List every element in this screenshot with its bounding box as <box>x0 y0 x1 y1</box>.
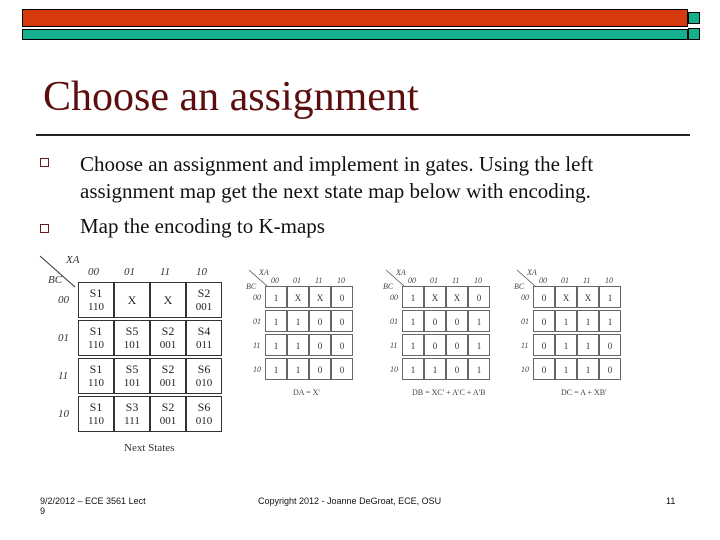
kmap-cell: 0 <box>533 334 555 356</box>
kmap-cell <box>78 282 114 318</box>
state-label: S1 <box>89 362 103 376</box>
row-header: 11 <box>253 341 261 350</box>
kmap-cell: 0 <box>599 334 621 356</box>
kmap-equation: DC = A + XB' <box>561 388 607 397</box>
col-header: 10 <box>196 266 207 278</box>
kmap-cell <box>186 320 222 356</box>
row-header: 00 <box>58 294 69 306</box>
title-divider <box>36 134 690 136</box>
footer-copyright: Copyright 2012 - Joanne DeGroat, ECE, OSU <box>258 496 442 506</box>
kmap-equation: DA = X' <box>293 388 320 397</box>
kmap-cell: 0 <box>424 310 446 332</box>
kmap-cell: 1 <box>577 334 599 356</box>
state-encoding: 110 <box>87 377 105 389</box>
col-header: 10 <box>474 276 482 285</box>
kmap-cell: 1 <box>599 310 621 332</box>
state-encoding: 001 <box>195 301 213 313</box>
kmap-cell: 1 <box>555 358 577 380</box>
col-header: 00 <box>88 266 99 278</box>
kmap-cell: 1 <box>468 358 490 380</box>
kmap-cell: 1 <box>265 286 287 308</box>
kmap-cell: X <box>424 286 446 308</box>
col-header: 01 <box>124 266 135 278</box>
col-header: 11 <box>315 276 323 285</box>
next-state-caption: Next States <box>124 442 175 454</box>
row-variable-label: BC <box>383 282 394 291</box>
kmap-cell <box>114 282 150 318</box>
kmap-cell: 1 <box>265 334 287 356</box>
kmap-cell <box>186 282 222 318</box>
kmap-cell: 1 <box>468 334 490 356</box>
next-state-map <box>30 252 230 457</box>
col-header: 11 <box>160 266 171 278</box>
kmap-cell: 0 <box>468 286 490 308</box>
bullet-marker <box>40 224 49 233</box>
kmap-cell: 1 <box>287 334 309 356</box>
kmap-cell: 1 <box>402 334 424 356</box>
row-header: 01 <box>58 332 69 344</box>
kmap-cell: 1 <box>468 310 490 332</box>
kmap-da <box>245 268 365 403</box>
row-variable-label: BC <box>514 282 525 291</box>
state-label: X <box>163 293 173 307</box>
footer-date <box>40 496 146 516</box>
col-header: 01 <box>293 276 301 285</box>
row-header: 10 <box>253 365 261 374</box>
state-label: S5 <box>125 324 139 338</box>
row-header: 01 <box>253 317 261 326</box>
col-header: 00 <box>539 276 547 285</box>
kmap-cell: 0 <box>309 310 331 332</box>
kmap-cell: 0 <box>446 358 468 380</box>
kmap-cell: 0 <box>309 358 331 380</box>
state-encoding: 010 <box>195 377 213 389</box>
kmap-cell: 0 <box>331 334 353 356</box>
col-header: 00 <box>271 276 279 285</box>
row-header: 10 <box>521 365 529 374</box>
kmap-dc <box>513 268 633 403</box>
col-header: 10 <box>337 276 345 285</box>
kmap-db <box>382 268 502 403</box>
kmap-cell: 1 <box>287 358 309 380</box>
kmap-equation: DB = XC' + A'C + A'B <box>412 388 486 397</box>
state-encoding: 001 <box>159 415 177 427</box>
row-header: 11 <box>521 341 529 350</box>
kmap-cell: 0 <box>331 358 353 380</box>
kmap-cell: 1 <box>402 286 424 308</box>
state-encoding: 110 <box>87 339 105 351</box>
state-label: S1 <box>89 400 103 414</box>
row-variable-label: BC <box>48 274 63 286</box>
kmap-cell <box>186 358 222 394</box>
footer-date-line: 9/2/2012 – ECE 3561 Lect <box>40 496 146 506</box>
col-header: 01 <box>561 276 569 285</box>
kmap-cell: 1 <box>402 310 424 332</box>
state-encoding: 010 <box>195 415 213 427</box>
kmap-cell <box>150 396 186 432</box>
state-label: S3 <box>125 400 139 414</box>
state-label: S2 <box>197 286 211 300</box>
kmap-cell: 0 <box>446 334 468 356</box>
state-label: S4 <box>197 324 211 338</box>
kmap-cell: 0 <box>533 310 555 332</box>
bullet-text <box>80 151 593 205</box>
row-header: 00 <box>521 293 529 302</box>
kmap-cell: X <box>555 286 577 308</box>
kmap-cell: 1 <box>424 358 446 380</box>
page-number: 11 <box>666 496 676 506</box>
state-encoding: 101 <box>123 377 141 389</box>
state-encoding: 001 <box>159 339 177 351</box>
kmap-cell: 0 <box>309 334 331 356</box>
bullet-line: assignment map get the next state map below with encoding. <box>80 179 591 203</box>
state-encoding: 101 <box>123 339 141 351</box>
kmap-cell <box>186 396 222 432</box>
kmap-cell: 1 <box>287 310 309 332</box>
row-header: 00 <box>390 293 398 302</box>
row-header: 01 <box>521 317 529 326</box>
state-label: S1 <box>89 286 103 300</box>
kmap-cell: 1 <box>555 334 577 356</box>
kmap-cell: X <box>287 286 309 308</box>
kmap-cell <box>114 320 150 356</box>
kmap-cell: X <box>309 286 331 308</box>
kmap-cell <box>114 396 150 432</box>
kmap-cell: 0 <box>331 310 353 332</box>
header-bar-red <box>22 9 688 27</box>
header-bar-teal <box>22 29 688 40</box>
state-label: S6 <box>197 362 211 376</box>
kmap-cell: 0 <box>533 286 555 308</box>
header-square <box>688 28 700 40</box>
state-encoding: 011 <box>195 339 213 351</box>
kmap-cell: 1 <box>265 358 287 380</box>
state-encoding: 110 <box>87 415 105 427</box>
kmap-cell <box>150 358 186 394</box>
bullet-line: Choose an assignment and implement in gates. Using the left <box>80 152 594 176</box>
state-label: X <box>127 293 137 307</box>
kmap-cell: 0 <box>599 358 621 380</box>
kmap-cell <box>114 358 150 394</box>
kmap-cell <box>78 358 114 394</box>
col-variable-label: XA <box>259 268 269 277</box>
kmap-cell: 1 <box>577 310 599 332</box>
col-variable-label: XA <box>396 268 406 277</box>
col-variable-label: XA <box>66 254 80 266</box>
col-header: 01 <box>430 276 438 285</box>
row-header: 10 <box>390 365 398 374</box>
state-label: S2 <box>161 324 175 338</box>
row-header: 00 <box>253 293 261 302</box>
state-label: S6 <box>197 400 211 414</box>
kmap-cell <box>150 282 186 318</box>
kmap-cell <box>78 396 114 432</box>
state-label: S5 <box>125 362 139 376</box>
footer-date-line: 9 <box>40 506 46 516</box>
bullet-marker <box>40 158 49 167</box>
state-label: S2 <box>161 400 175 414</box>
col-header: 10 <box>605 276 613 285</box>
kmap-cell: 1 <box>402 358 424 380</box>
col-header: 11 <box>452 276 460 285</box>
kmap-cell: 1 <box>555 310 577 332</box>
kmap-cell: 0 <box>533 358 555 380</box>
state-encoding: 110 <box>87 301 105 313</box>
kmap-cell: 0 <box>331 286 353 308</box>
col-header: 00 <box>408 276 416 285</box>
row-variable-label: BC <box>246 282 257 291</box>
header-square <box>688 12 700 24</box>
state-label: S1 <box>89 324 103 338</box>
kmap-cell: 0 <box>424 334 446 356</box>
state-encoding: 001 <box>159 377 177 389</box>
row-header: 11 <box>58 370 69 382</box>
kmap-cell: 1 <box>265 310 287 332</box>
kmap-cell: X <box>577 286 599 308</box>
bullet-text <box>80 213 325 240</box>
state-label: S2 <box>161 362 175 376</box>
col-header: 11 <box>583 276 591 285</box>
col-variable-label: XA <box>527 268 537 277</box>
kmap-cell: 1 <box>599 286 621 308</box>
kmap-cell: 1 <box>577 358 599 380</box>
bullet-line: Map the encoding to K-maps <box>80 214 325 238</box>
kmap-cell: 0 <box>446 310 468 332</box>
state-encoding: 111 <box>124 415 140 427</box>
row-header: 10 <box>58 408 69 420</box>
row-header: 01 <box>390 317 398 326</box>
kmap-cell <box>150 320 186 356</box>
kmap-cell: X <box>446 286 468 308</box>
kmap-cell <box>78 320 114 356</box>
page-title: Choose an assignment <box>43 74 419 120</box>
row-header: 11 <box>390 341 398 350</box>
